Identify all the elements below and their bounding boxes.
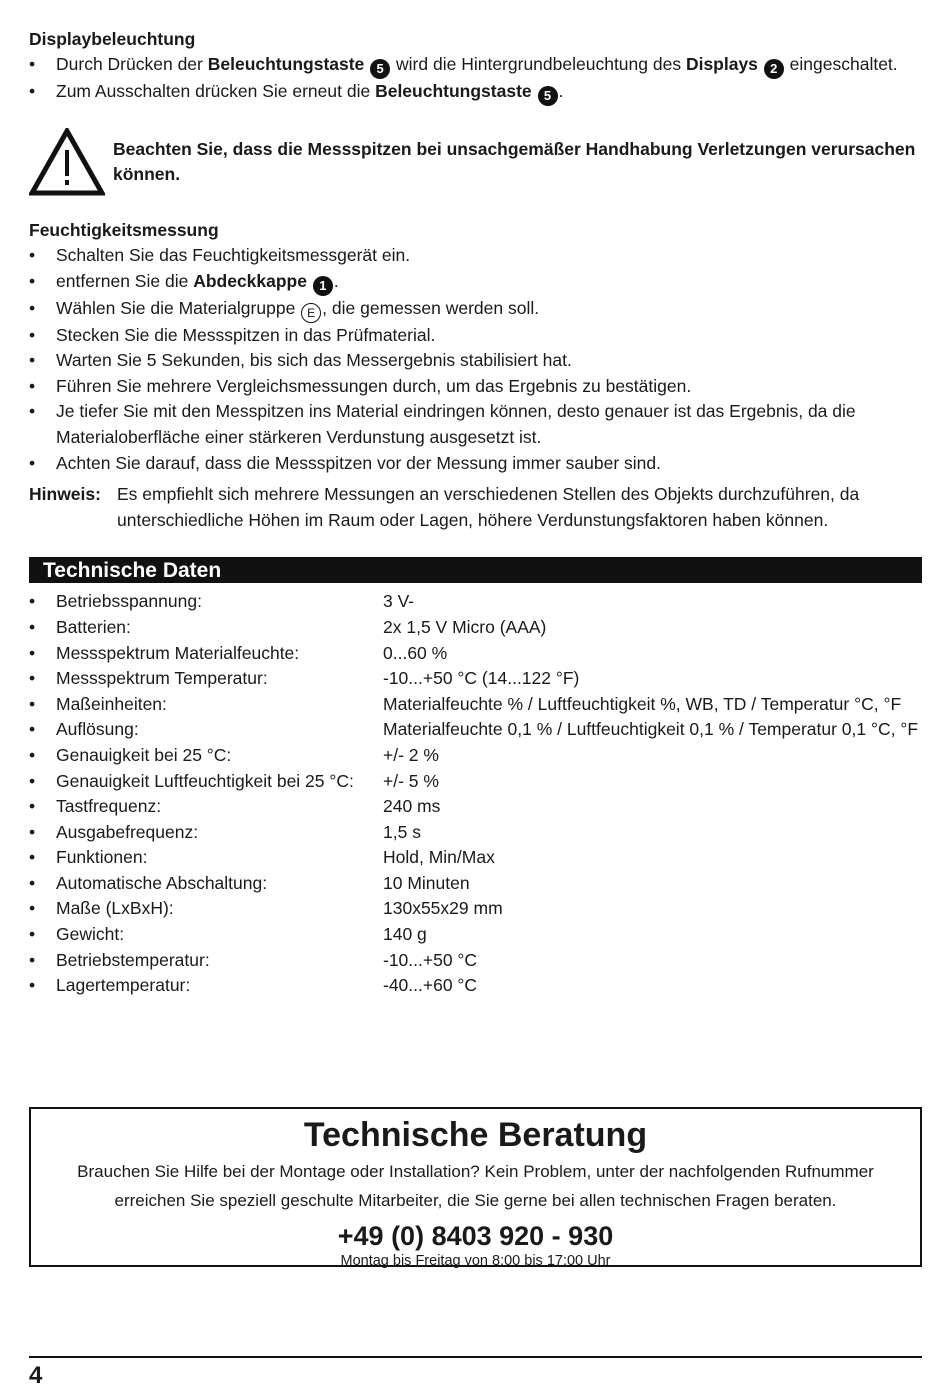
page-number: 4 <box>29 1362 43 1389</box>
spec-key: • Lagertemperatur: <box>56 975 191 996</box>
spec-key: • Ausgabefrequenz: <box>56 821 199 842</box>
spec-key: • Maßeinheiten: <box>56 693 167 714</box>
spec-key: • Genauigkeit Luftfeuchtigkeit bei 25 °C: <box>56 770 354 791</box>
hint-label: Hinweis: <box>29 484 101 505</box>
text: entfernen Sie die <box>56 270 194 291</box>
spec-row <box>29 871 922 897</box>
text: wird die Hintergrundbeleuchtung des <box>391 54 686 74</box>
list-item <box>29 52 922 79</box>
spec-row <box>29 820 922 846</box>
list-item: • Führen Sie mehrere Vergleichsmessungen durch, um das Ergebnis zu bestätigen. <box>29 374 922 400</box>
spec-key: • Betriebstemperatur: <box>56 949 210 970</box>
warning-text: Beachten Sie, dass die Messspitzen bei unsachgemäßer Handhabung Verletzungen verursachen können. <box>113 139 916 184</box>
feuchte-list <box>29 243 922 476</box>
display-heading: Displaybeleuchtung <box>29 29 196 49</box>
text: . <box>333 270 339 291</box>
page-content <box>29 27 922 999</box>
spec-key: • Messspektrum Materialfeuchte: <box>56 642 300 663</box>
spec-value: 3 V- <box>383 591 415 612</box>
spec-key: • Funktionen: <box>56 847 148 868</box>
spec-key: • Maße (LxBxH): <box>56 898 174 919</box>
list-item: • Schalten Sie das Feuchtigkeitsmessgerät ein. <box>29 243 922 269</box>
spec-row <box>29 615 922 641</box>
spec-row <box>29 922 922 948</box>
spec-value: 130x55x29 mm <box>383 898 503 919</box>
footer-divider <box>29 1356 922 1358</box>
spec-key: • Gewicht: <box>56 924 125 945</box>
material-group-icon: E <box>301 303 321 323</box>
text: Durch Drücken der <box>56 54 208 74</box>
term-displays: Displays <box>685 54 758 74</box>
list-item: • Warten Sie 5 Sekunden, bis sich das Messergebnis stabilisiert hat. <box>29 348 922 374</box>
warning-triangle-icon <box>29 128 105 196</box>
spec-value: +/- 2 % <box>383 744 439 765</box>
spec-value: -10...+50 °C (14...122 °F) <box>383 668 580 689</box>
spec-value: Materialfeuchte % / Luftfeuchtigkeit %, WB, TD / Temperatur °C, °F <box>383 693 902 714</box>
spec-row <box>29 973 922 999</box>
spec-key: • Betriebsspannung: <box>56 591 202 612</box>
callout-number-icon: 5 <box>370 59 390 79</box>
list-item: • Stecken Sie die Messspitzen in das Prüfmaterial. <box>29 323 922 349</box>
spec-row <box>29 948 922 974</box>
support-hours: Montag bis Freitag von 8:00 bis 17:00 Uhr <box>340 1253 611 1269</box>
callout-number-icon: 5 <box>538 86 558 106</box>
list-item: • Je tiefer Sie mit den Messpitzen ins Material eindringen können, desto genauer ist das Ergebnis, da die Materialoberfläche einer stärkeren Verdunstung ausgesetzt ist. <box>29 399 922 450</box>
spec-key: • Messspektrum Temperatur: <box>56 668 268 689</box>
display-list <box>29 52 922 106</box>
spec-key: • Automatische Abschaltung: <box>56 872 268 893</box>
spec-key: • Batterien: <box>56 616 131 637</box>
spec-value: Hold, Min/Max <box>383 847 495 868</box>
hint-text: Es empfiehlt sich mehrere Messungen an verschiedenen Stellen des Objekts durchzuführen, da unterschiedliche Höhen im Raum oder Lagen, höhere Verdunstungsfaktoren haben können. <box>117 484 860 530</box>
spec-value: 10 Minuten <box>383 872 470 893</box>
spec-value: 140 g <box>383 924 427 945</box>
spec-row <box>29 641 922 667</box>
term-beleuchtungstaste: Beleuchtungstaste <box>375 81 532 101</box>
spec-value: 0...60 % <box>383 642 448 663</box>
spec-row <box>29 896 922 922</box>
spec-row <box>29 717 922 743</box>
spec-value: 2x 1,5 V Micro (AAA) <box>383 616 547 637</box>
spec-key: • Genauigkeit bei 25 °C: <box>56 744 232 765</box>
spec-row <box>29 589 922 615</box>
spec-row <box>29 845 922 871</box>
callout-number-icon: 1 <box>313 276 333 296</box>
list-item: • Achten Sie darauf, dass die Messspitzen vor der Messung immer sauber sind. <box>29 451 922 477</box>
text: Zum Ausschalten drücken Sie erneut die <box>56 81 376 101</box>
spec-value: 240 ms <box>383 796 441 817</box>
spec-value: Materialfeuchte 0,1 % / Luftfeuchtigkeit 0,1 % / Temperatur 0,1 °C, °F <box>383 719 919 740</box>
tech-spec-list <box>29 589 922 999</box>
text: Wählen Sie die Materialgruppe <box>56 297 301 318</box>
term-beleuchtungstaste: Beleuchtungstaste <box>207 54 365 74</box>
list-item <box>29 269 922 296</box>
text: , die gemessen werden soll. <box>322 297 540 318</box>
spec-row <box>29 794 922 820</box>
spec-row <box>29 743 922 769</box>
spec-value: 1,5 s <box>383 821 421 842</box>
term-abdeckkappe: Abdeckkappe <box>193 270 307 291</box>
support-title: Technische Beratung <box>303 1116 648 1154</box>
warning-box <box>29 128 922 196</box>
hint-block <box>29 482 922 533</box>
text: eingeschaltet. <box>784 54 898 74</box>
support-text-line: erreichen Sie speziell geschulte Mitarbeiter, die Sie gerne bei allen technischen Fragen beraten. <box>114 1191 837 1210</box>
support-text-line: Brauchen Sie Hilfe bei der Montage oder Installation? Kein Problem, unter der nachfolgenden Rufnummer <box>77 1162 874 1181</box>
spec-row <box>29 692 922 718</box>
callout-number-icon: 2 <box>764 59 784 79</box>
spec-row <box>29 769 922 795</box>
spec-key: • Tastfrequenz: <box>56 796 162 817</box>
text: . <box>558 81 564 101</box>
support-phone: +49 (0) 8403 920 - 930 <box>337 1221 614 1251</box>
list-item <box>29 296 922 323</box>
spec-value: +/- 5 % <box>383 770 439 791</box>
spec-row <box>29 666 922 692</box>
feuchte-heading: Feuchtigkeitsmessung <box>29 220 219 240</box>
spec-value: -40...+60 °C <box>383 975 478 996</box>
section-title: Technische Daten <box>29 557 922 583</box>
spec-key: • Auflösung: <box>56 719 139 740</box>
list-item <box>29 79 922 106</box>
spec-value: -10...+50 °C <box>383 949 478 970</box>
support-box <box>29 1107 922 1267</box>
